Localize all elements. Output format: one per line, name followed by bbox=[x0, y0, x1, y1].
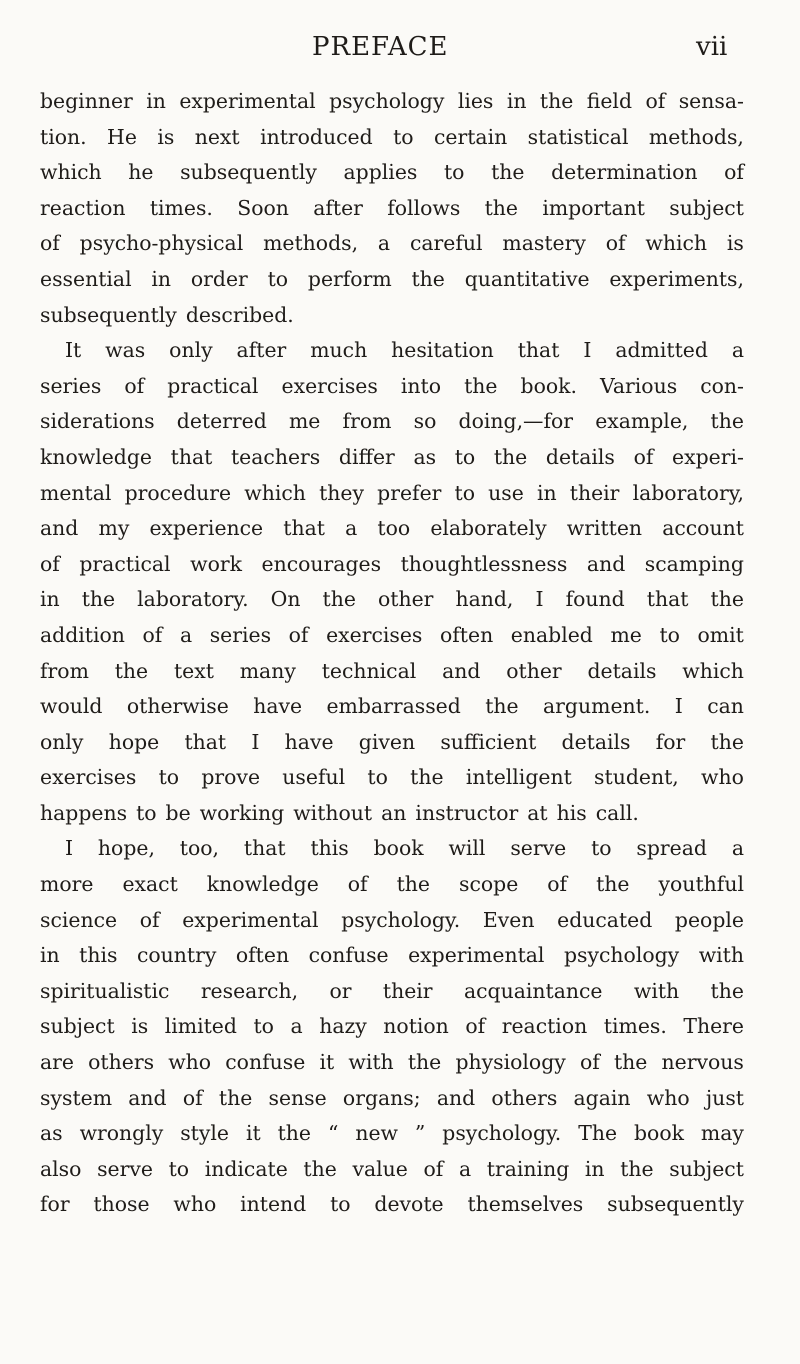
text-line: of psycho-physical methods, a careful mastery of which is bbox=[40, 231, 744, 256]
text-line: only hope that I have given sufficient details for the bbox=[40, 729, 744, 754]
text-line: reaction times. Soon after follows the important subject bbox=[40, 195, 744, 220]
text-line: in the laboratory. On the other hand, I found that the bbox=[40, 587, 744, 612]
running-head-title: PREFACE bbox=[312, 32, 449, 62]
text-line: more exact knowledge of the scope of the youthful bbox=[40, 872, 744, 897]
text-line: essential in order to perform the quantitative experiments, bbox=[40, 266, 744, 291]
text-line: science of experimental psychology. Even educated people bbox=[40, 907, 744, 932]
text-line: for those who intend to devote themselves subsequently bbox=[40, 1192, 744, 1217]
text-line: tion. He is next introduced to certain statistical methods, bbox=[40, 124, 744, 149]
text-line: siderations deterred me from so doing,—for example, the bbox=[40, 409, 744, 434]
text-line: system and of the sense organs; and others again who just bbox=[40, 1085, 744, 1110]
text-line: subsequently described. bbox=[40, 302, 294, 327]
text-line: and my experience that a too elaborately written account bbox=[40, 516, 744, 541]
text-line: from the text many technical and other details which bbox=[40, 658, 744, 683]
running-head bbox=[0, 32, 800, 72]
text-line: are others who confuse it with the physiology of the nervous bbox=[40, 1050, 744, 1075]
page-number: vii bbox=[696, 32, 728, 62]
text-line: exercises to prove useful to the intelligent student, who bbox=[40, 765, 744, 790]
text-line: subject is limited to a hazy notion of reaction times. There bbox=[40, 1014, 744, 1039]
text-line: which he subsequently applies to the determination of bbox=[40, 160, 744, 185]
text-line: I hope, too, that this book will serve to spread a bbox=[65, 836, 744, 861]
text-line: addition of a series of exercises often enabled me to omit bbox=[40, 622, 744, 647]
text-line: knowledge that teachers differ as to the details of experi- bbox=[40, 444, 744, 469]
text-line: of practical work encourages thoughtlessness and scamping bbox=[40, 551, 744, 576]
text-line: It was only after much hesitation that I admitted a bbox=[65, 338, 744, 363]
text-line: spiritualistic research, or their acquaintance with the bbox=[40, 978, 744, 1003]
text-line: mental procedure which they prefer to use in their laboratory, bbox=[40, 480, 744, 505]
text-line: would otherwise have embarrassed the argument. I can bbox=[40, 694, 744, 719]
text-line: as wrongly style it the “ new ” psychology. The book may bbox=[40, 1121, 744, 1146]
text-line: beginner in experimental psychology lies in the field of sensa- bbox=[40, 89, 744, 113]
text-line: series of practical exercises into the book. Various con- bbox=[40, 373, 744, 398]
text-line: in this country often confuse experimental psychology with bbox=[40, 943, 744, 968]
text-line: also serve to indicate the value of a training in the subject bbox=[40, 1156, 744, 1181]
text-line: happens to be working without an instructor at his call. bbox=[40, 800, 639, 825]
body-text bbox=[40, 84, 744, 1223]
